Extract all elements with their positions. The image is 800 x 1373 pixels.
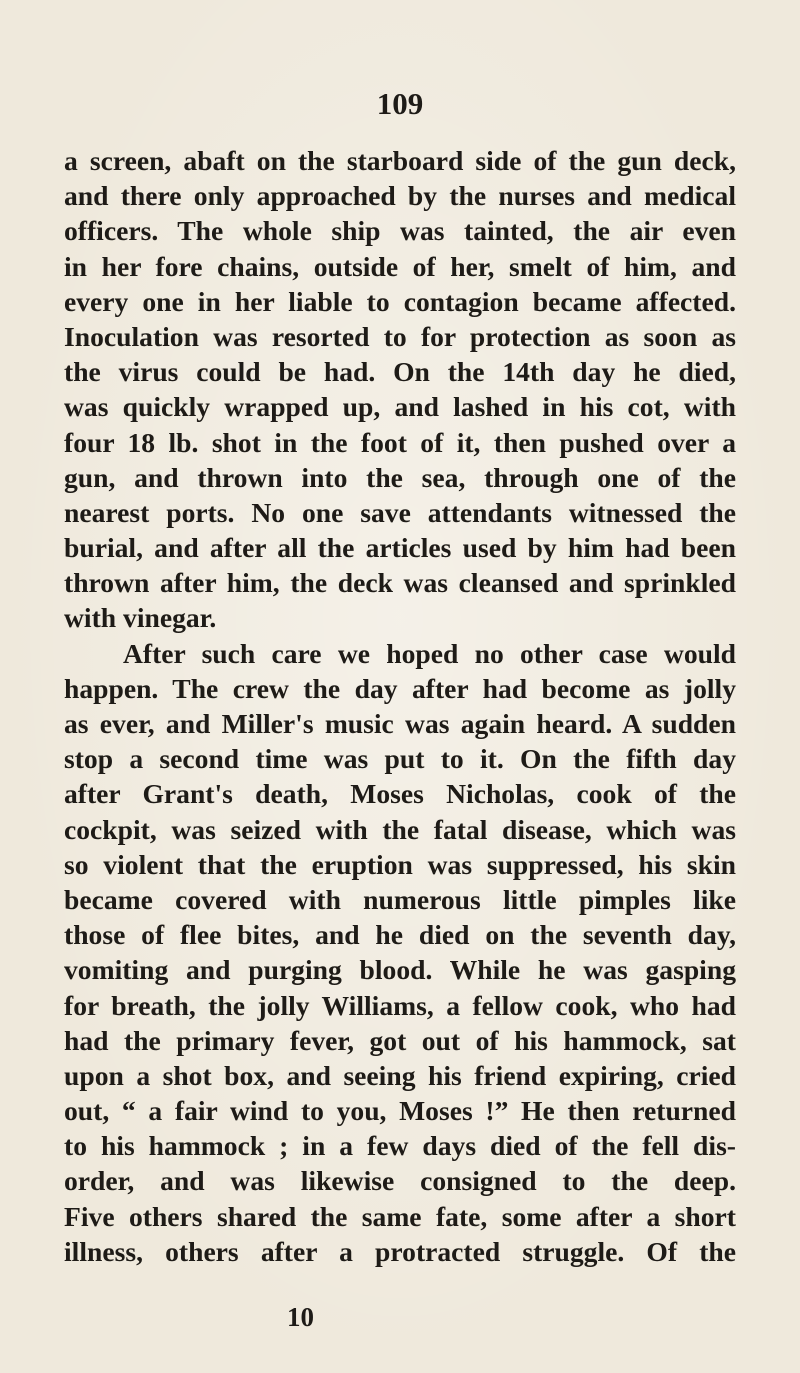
text-line: after Grant's death, Moses Nicholas, cook of the <box>64 778 736 810</box>
text-line: was quickly wrapped up, and lashed in his cot, with <box>64 391 736 423</box>
text-line: so violent that the eruption was suppressed, his skin <box>64 848 736 880</box>
text-line: for breath, the jolly Williams, a fellow cook, who had <box>64 989 736 1021</box>
text-line: and there only approached by the nurses and medical <box>64 180 736 212</box>
text-line: with vinegar. <box>64 602 217 634</box>
body-text <box>64 143 736 1269</box>
text-line: gun, and thrown into the sea, through one of the <box>64 461 736 493</box>
text-line: Five others shared the same fate, some after a short <box>64 1200 736 1232</box>
text-line: every one in her liable to contagion became affected. <box>64 285 736 317</box>
signature-mark: 10 <box>287 1302 314 1332</box>
text-line: nearest ports. No one save attendants witnessed the <box>64 496 736 528</box>
text-line: became covered with numerous little pimples like <box>64 883 736 915</box>
text-line: order, and was likewise consigned to the deep. <box>64 1165 736 1197</box>
text-line: the virus could be had. On the 14th day he died, <box>64 356 736 388</box>
text-line: Inoculation was resorted to for protection as soon as <box>64 320 736 352</box>
text-line: to his hammock ; in a few days died of the fell dis- <box>64 1130 736 1162</box>
text-line: upon a shot box, and seeing his friend expiring, cried <box>64 1059 736 1091</box>
text-line: a screen, abaft on the starboard side of the gun deck, <box>64 145 736 176</box>
text-line: burial, and after all the articles used by him had been <box>64 532 736 564</box>
text-line: in her fore chains, outside of her, smelt of him, and <box>64 250 736 282</box>
text-line: as ever, and Miller's music was again heard. A sudden <box>64 708 736 739</box>
text-line: happen. The crew the day after had become as jolly <box>64 672 736 704</box>
text-line: had the primary fever, got out of his hammock, sat <box>64 1024 736 1056</box>
text-line: four 18 lb. shot in the foot of it, then pushed over a <box>64 426 736 458</box>
text-line: stop a second time was put to it. On the fifth day <box>64 743 736 775</box>
text-line: cockpit, was seized with the fatal disease, which was <box>64 813 736 845</box>
text-line: illness, others after a protracted struggle. Of the <box>64 1235 736 1267</box>
text-line: thrown after him, the deck was cleansed and sprinkled <box>64 567 736 599</box>
text-line: vomiting and purging blood. While he was gasping <box>64 954 736 986</box>
page-number: 109 <box>376 86 424 121</box>
text-line: out, “ a fair wind to you, Moses !” He then returned <box>64 1095 736 1127</box>
text-line: After such care we hoped no other case would <box>123 637 736 669</box>
text-line: those of flee bites, and he died on the seventh day, <box>64 919 736 951</box>
text-line: officers. The whole ship was tainted, the air even <box>64 215 736 247</box>
